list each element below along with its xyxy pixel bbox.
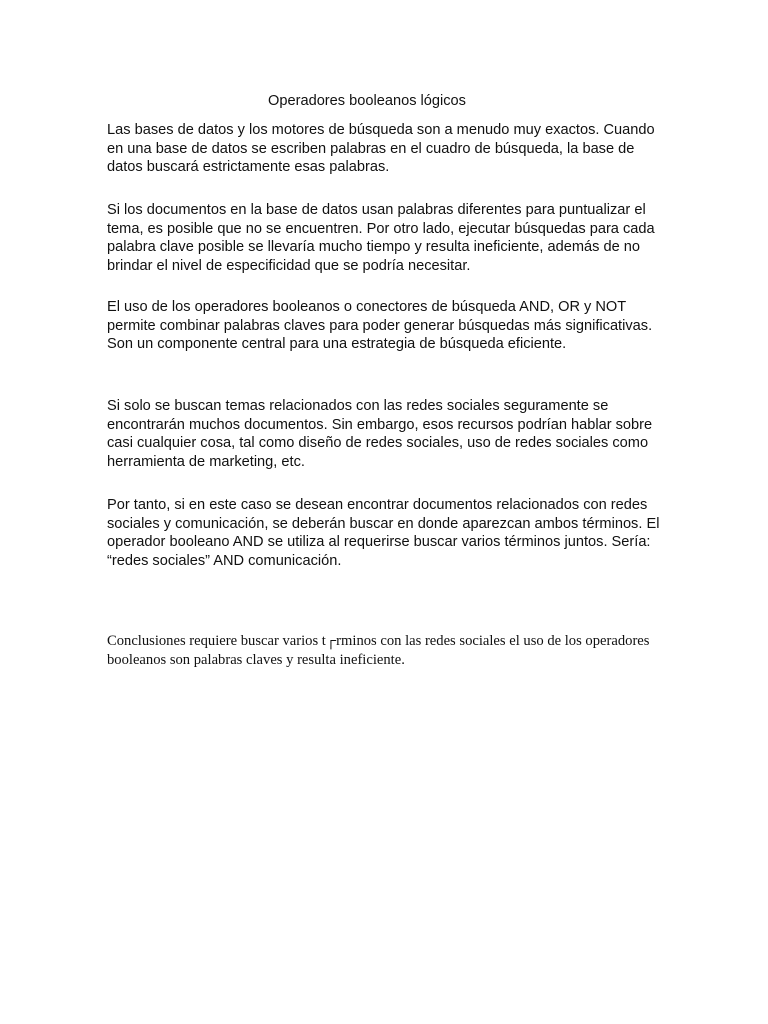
conclusion-paragraph: Conclusiones requiere buscar varios t┌rminos con las redes sociales el uso de los operadores booleanos son palabras claves y resulta ineficiente. bbox=[107, 633, 650, 668]
paragraph-and-example: Por tanto, si en este caso se desean encontrar documentos relacionados con redes sociales y comunicación, se deberán buscar en donde aparezcan ambos términos. El operador booleano AND se utiliza al requerirse buscar varios términos juntos. Sería: “redes sociales” AND comunicación. bbox=[107, 497, 660, 569]
paragraph-databases-exact: Las bases de datos y los motores de búsqueda son a menudo muy exactos. Cuando en una base de datos se escriben palabras en el cuadro de búsqueda, la base de datos buscará estrictamente esas palabras. bbox=[107, 122, 655, 176]
paragraph-boolean-operators: El uso de los operadores booleanos o conectores de búsqueda AND, OR y NOT permite combinar palabras claves para poder generar búsquedas más significativas. Son un componente central para una estrategia de búsqueda eficiente. bbox=[107, 299, 653, 353]
paragraph-social-networks: Si solo se buscan temas relacionados con las redes sociales seguramente se encontrarán muchos documentos. Sin embargo, esos recursos podrían hablar sobre casi cualquier cosa, tal como diseño de redes sociales, uso de redes sociales como herramienta de marketing, etc. bbox=[107, 398, 653, 470]
document-title: Operadores booleanos lógicos bbox=[268, 93, 466, 109]
paragraph-different-words: Si los documentos en la base de datos usan palabras diferentes para puntualizar el tema, es posible que no se encuentren. Por otro lado, ejecutar búsquedas para cada palabra clave posible se llevaría mucho tiempo y resulta ineficiente, además de no brindar el nivel de especificidad que se podría necesitar. bbox=[107, 202, 655, 274]
